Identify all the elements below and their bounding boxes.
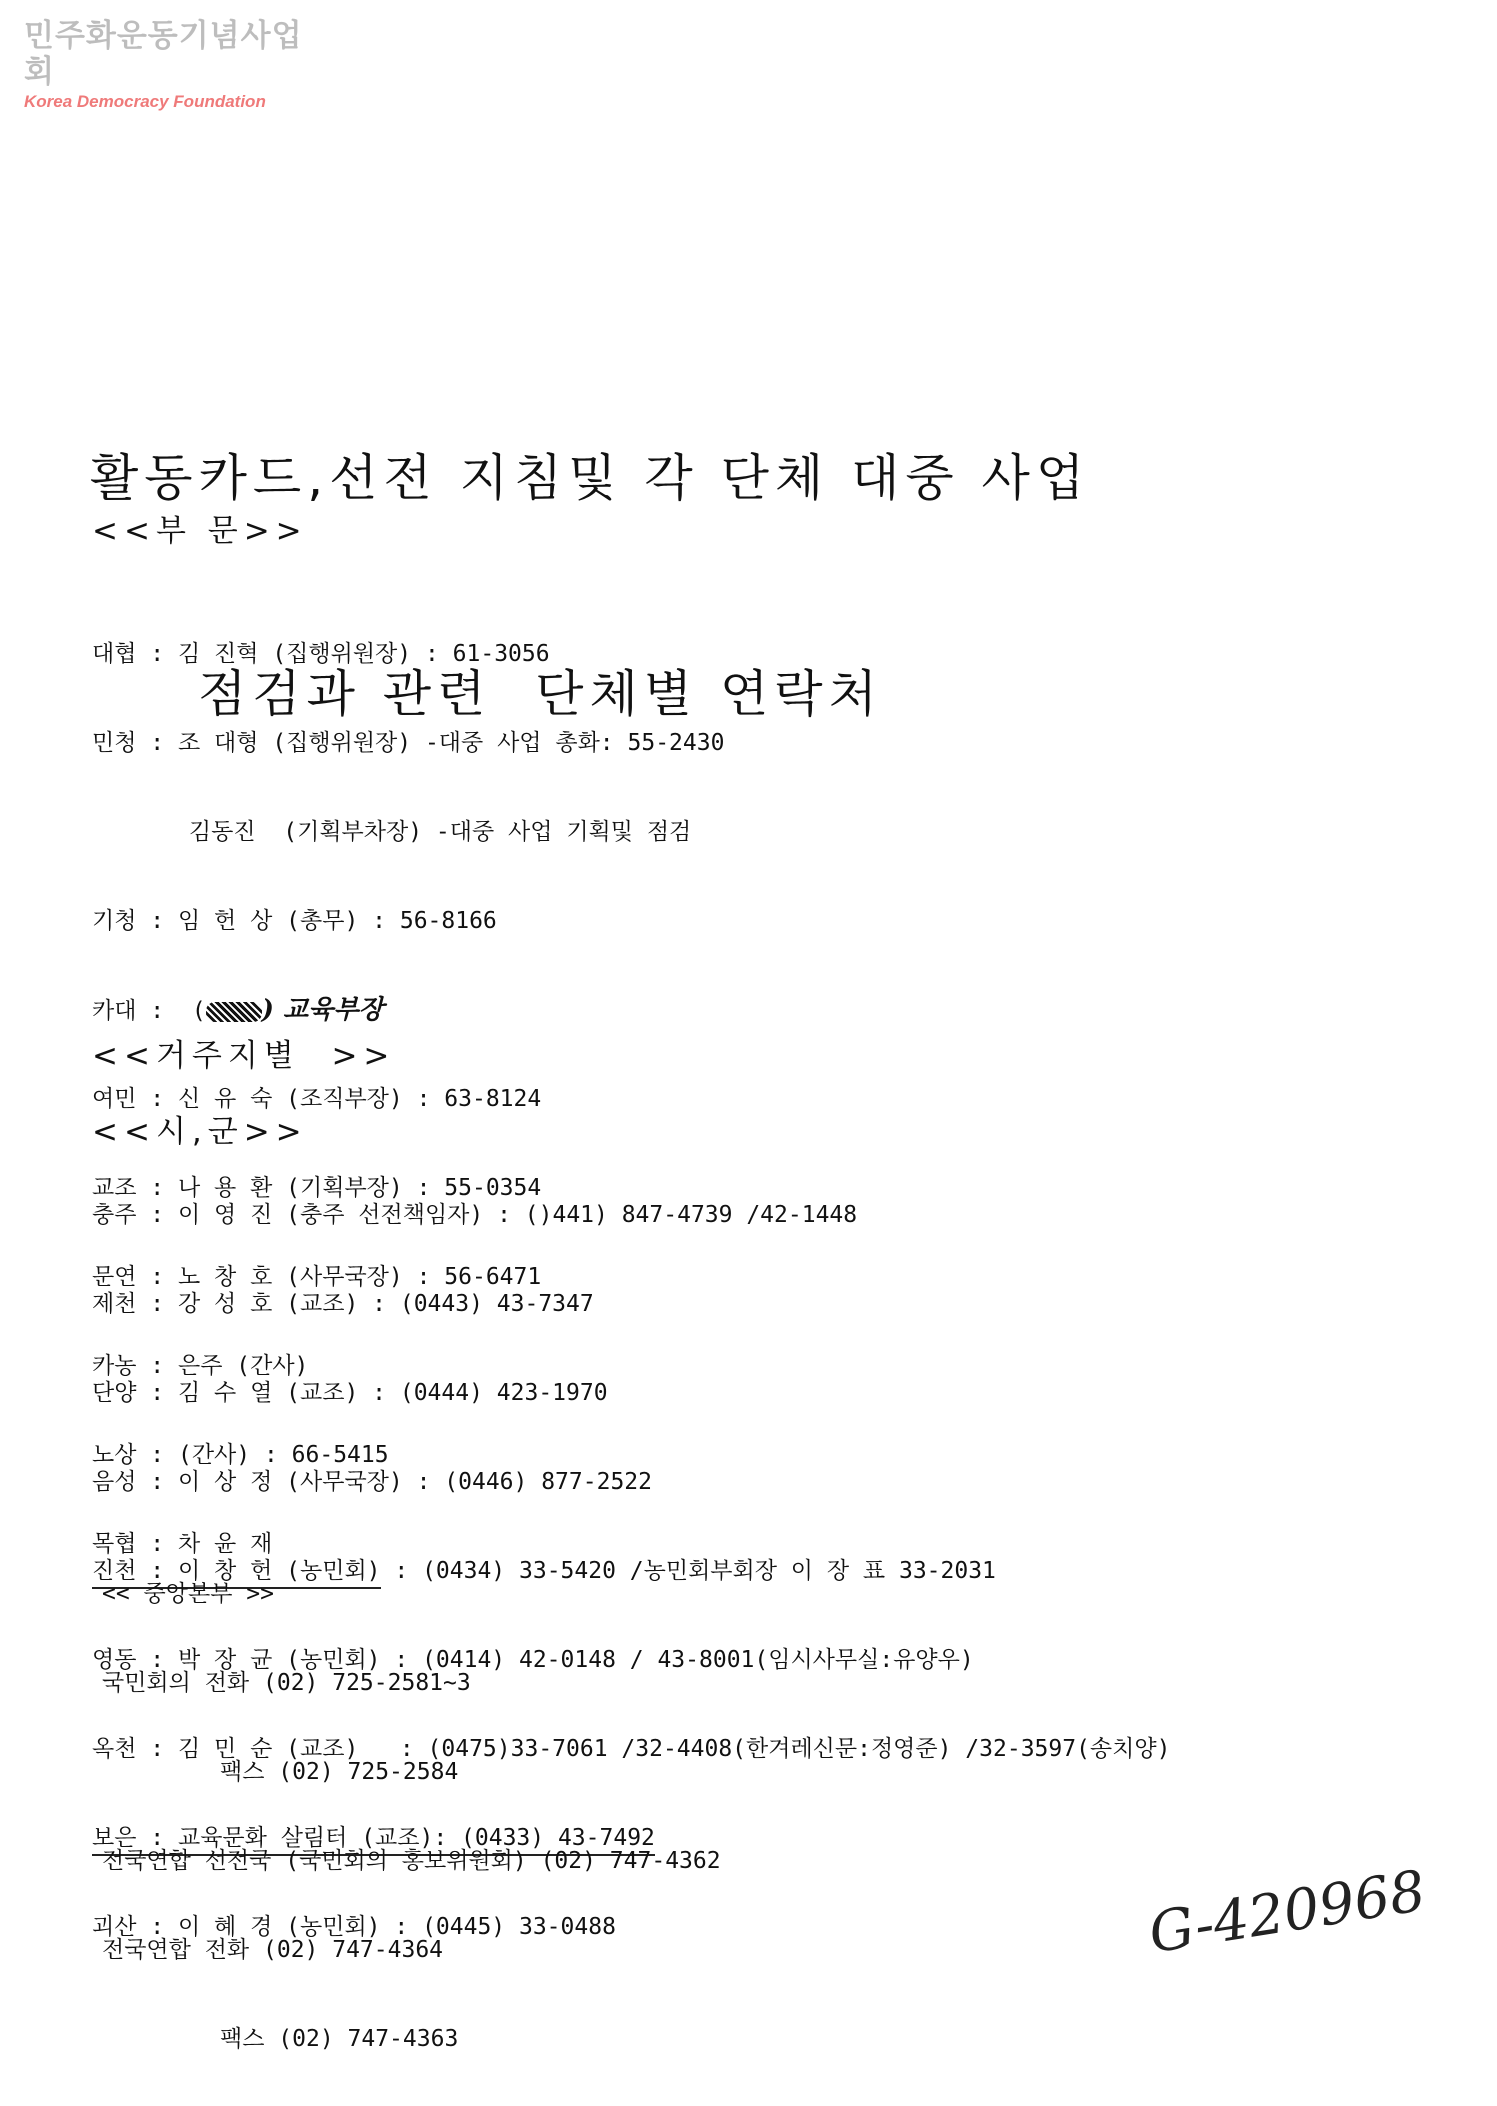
list-item: 목협 : 차 윤 재 <box>92 1531 273 1557</box>
list-item-jincheon: 진천 : 이 창 헌 (농민회) : (0434) 33-5420 /농민회부회장 이 장 표 33-2031 <box>92 1553 1170 1590</box>
section-geoju-heading: <<거주지별 >> <box>92 1038 396 1074</box>
list-item: 여민 : 신 유 숙 (조직부장) : 63-8124 <box>92 1086 542 1112</box>
list-item: 단양 : 김 수 열 (교조) : (0444) 423-1970 <box>92 1380 608 1406</box>
title-line-2: 점검과 관련 단체별 연락처 <box>198 665 883 723</box>
list-item: 영동 : 박 장 균 (농민회) : (0414) 42-0148 / 43-8001(임시사무실:유양우) <box>92 1647 974 1673</box>
list-item: 대협 : 김 진혁 (집행위원장) : 61-3056 <box>92 641 550 667</box>
list-item-kadae: 카대 : ( ) 교육부장 <box>92 995 384 1025</box>
central-headquarters <box>102 1524 721 2084</box>
logo-korean: 민주화운동기념사업회 <box>24 18 303 90</box>
list-item: 문연 : 노 창 호 (사무국장) : 56-6471 <box>92 1264 542 1290</box>
list-item: 카농 : 은주 (간사) <box>92 1353 309 1379</box>
list-item: 교조 : 나 용 환 (기획부장) : 55-0354 <box>92 1175 542 1201</box>
title-line-1: 활동카드,선전 지침및 각 단체 대중 사업 <box>90 449 1091 507</box>
list-item: 국민회의 전화 (02) 725-2581~3 <box>102 1670 471 1696</box>
list-item: 민청 : 조 대형 (집행위원장) -대중 사업 총화: 55-2430 <box>92 730 725 756</box>
list-item: 제천 : 강 성 호 (교조) : (0443) 43-7347 <box>92 1291 594 1317</box>
section-central-heading: << 중앙본부 >> <box>102 1581 274 1607</box>
section-sigun-heading: <<시,군>> <box>92 1114 308 1150</box>
archive-number: G-420968 <box>1144 1858 1430 1967</box>
list-item: 팩스 (02) 725-2584 <box>220 1759 459 1785</box>
redaction-scribble <box>206 1002 262 1022</box>
underlined-text: 보은 : 교육문화 살림터 (교조): (0433) 43-7492 <box>92 1822 655 1856</box>
logo-english: Korea Democracy Foundation <box>24 92 266 111</box>
list-item: 옥천 : 김 민 순 (교조) : (0475)33-7061 /32-4408(한겨레신문:정영준) /32-3597(송치양) <box>92 1736 1171 1762</box>
underlined-text: 진천 : 이 창 헌 (농민회) <box>92 1555 381 1589</box>
foundation-logo <box>24 18 324 112</box>
list-item: 충주 : 이 영 진 (충주 선전책임자) : ()441) 847-4739 /42-1448 <box>92 1202 858 1228</box>
list-item: 노상 : (간사) : 66-5415 <box>92 1442 389 1468</box>
list-item: 전국연합 선전국 (국민회의 홍보위원회) (02) 747-4362 <box>102 1848 721 1874</box>
list-item: 괴산 : 이 혜 경 (농민회) : (0445) 33-0488 <box>92 1914 616 1940</box>
list-item: 음성 : 이 상 정 (사무국장) : (0446) 877-2522 <box>92 1469 652 1495</box>
list-item: 전국연합 전화 (02) 747-4364 <box>102 1937 444 1963</box>
list-item: 팩스 (02) 747-4363 <box>220 2026 459 2052</box>
list-item: 기청 : 임 헌 상 (총무) : 56-8166 <box>92 908 497 934</box>
list-item: 김동진 (기획부차장) -대중 사업 기획및 점검 <box>92 819 692 845</box>
section-bumun-heading: <<부 문>> <box>92 513 308 549</box>
handwritten-note: ) 교육부장 <box>261 995 384 1025</box>
